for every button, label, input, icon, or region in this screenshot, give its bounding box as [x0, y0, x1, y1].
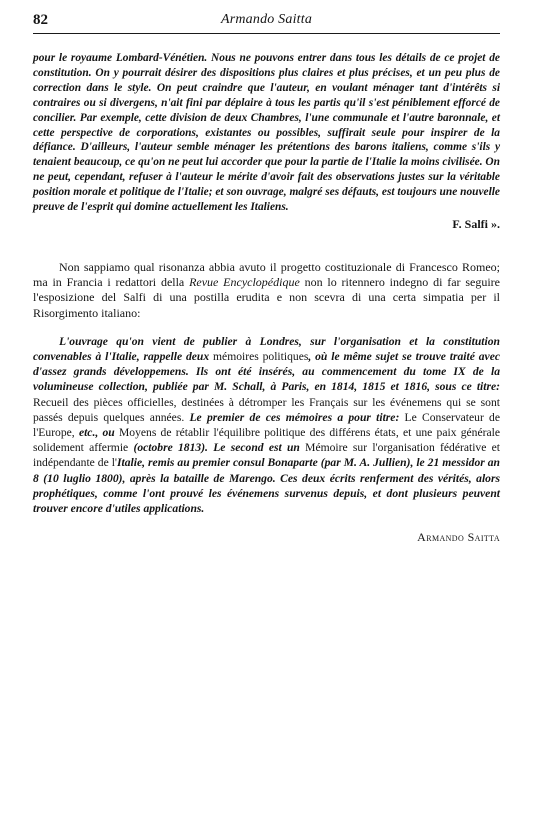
sq-7: etc., ou [74, 426, 119, 439]
sq-1: L'ouvrage qu'on vient de publier à Londres, sur l'organisation et la constitution convenables à l'Italie, rappelle deux [33, 334, 500, 363]
sq-6: Le Conservateur de l'Europe, [33, 410, 500, 439]
body-text-1: Non sappiamo qual risonanza abbia avuto il progetto costituzionale di Francesco Romeo; ma in Francia i redattori della [33, 259, 500, 290]
quote-signature: F. Salfi ». [452, 216, 500, 231]
page-number: 82 [33, 12, 48, 28]
sq-11: Italie, remis au premier consul Bonaparte (par M. A. Jullien), le 21 messidor an 8 (10 luglio 1800), après la bataille de Marengo. Ces deux écrits renferment des vérités, alors prophétiques, comme l'ont prouvé les événemens survenus depuis, et dont plusieurs peuvent trouver encore d'utiles applications. [33, 456, 501, 516]
page-header [33, 12, 500, 32]
author-signature: Armando Saitta [417, 530, 500, 545]
sq-5: Le premier de ces mémoires a pour titre: [184, 410, 405, 424]
french-quote: pour le royaume Lombard-Vénétien. Nous ne pouvons entrer dans tous les détails de ce projet de constitution. On y pourrait désirer des dispositions plus claires et plus précises, et un peu plus de correction dans le style. On peut craindre que l'auteur, en voulant ménager tant d'intérêts si contraires ou si divergens, n'ait fini par déplaire à tous les partis qu'il s'est péniblement efforcé de concilier. Par exemple, cette division de deux Chambres, l'une communale et l'autre baronnale, et cette perspective de corporations, existantes ou possibles, suffirait seule pour inspirer de la défiance. D'ailleurs, l'auteur semble ménager les prétentions des barons italiens, comme s'ils y tenaient beaucoup, ce qu'on ne peut lui accorder que pour la partie de l'Italie la moins civilisée. On ne peut, cependant, refuser à l'auteur le mérite d'avoir fait des observations justes sur la véritable position morale et politique de l'Italie; et son ouvrage, malgré ses défauts, est toujours une nouvelle preuve de l'esprit qui domine actuellement les Italiens. [33, 52, 500, 214]
sq-9: (octobre 1813). Le second est un [128, 441, 306, 455]
sq-10: Mémoire sur l'organisation fédérative et indépendante de l' [33, 441, 500, 470]
sq-3: , où le même sujet se trouve traité avec d'assez grands développemens. Ils ont été insérés, au commencement du tome IX de la volumineuse collection, publiée par M. Schall, à Paris, en 1814, 1815 et 1816, sous ce titre: [33, 349, 500, 394]
sq-8: Moyens de rétablir l'équilibre politique des différens états, et une paix générale solidement affermie [33, 426, 500, 455]
body-text-2: non lo ritennero indegno di far seguire l'esposizione del Salfi di una postilla erudita e non scevra di una certa simpatia per il Risorgimento italiano: [33, 275, 500, 320]
body-paragraph [33, 260, 500, 321]
page [33, 12, 500, 545]
journal-title: Revue Encyclopédique [189, 275, 300, 290]
sq-2: mémoires politiques [213, 349, 309, 363]
second-quote [33, 334, 500, 516]
header-rule [33, 33, 500, 34]
running-title: Armando Saitta [220, 12, 313, 27]
sq-4: Recueil des pièces officielles, destinées à détromper les Français sur les événemens qui se sont passés depuis quelques années. [33, 395, 500, 424]
